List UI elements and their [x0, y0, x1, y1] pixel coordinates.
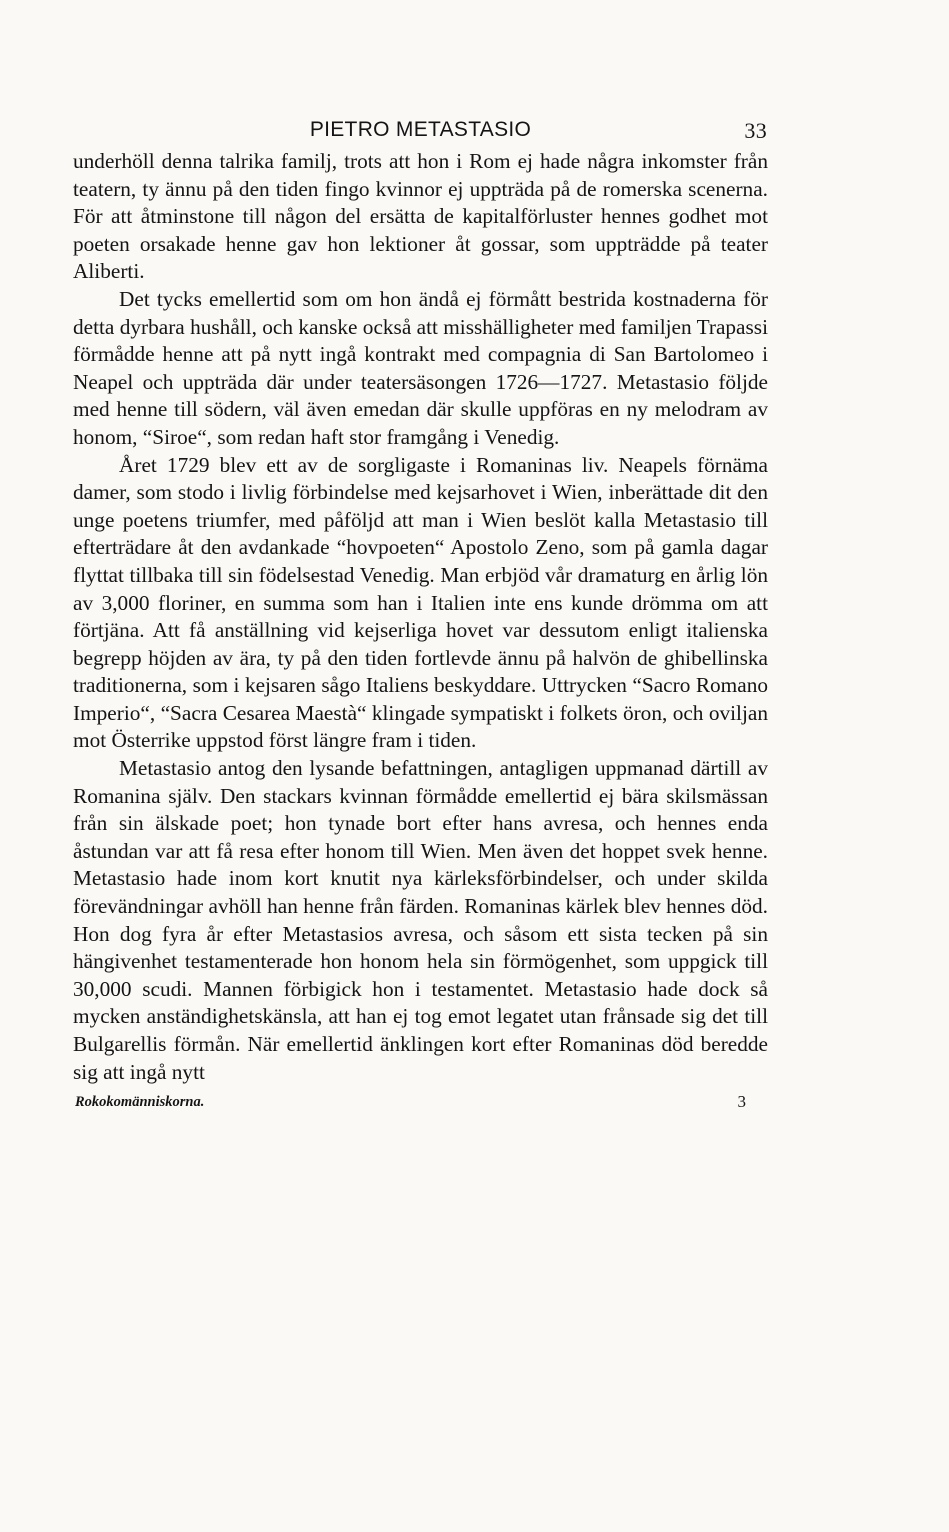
- page-number: 33: [744, 118, 767, 143]
- running-title: PIETRO METASTASIO: [309, 118, 532, 141]
- body-text: [73, 148, 768, 1086]
- paragraph-2: Det tycks emellertid som om hon ändå ej förmått bestrida kostnaderna för detta dyrbara hushåll, och kanske också att misshälligheter med familjen Trapassi förmådde henne att på nytt ingå kontrakt med compagnia di San Bartolomeo i Neapel och uppträda där under teatersäsongen 1726—1727. Metastasio följde med henne till södern, väl även emedan där skulle uppföras en ny melodram av honom, “Siroe“, som redan haft stor framgång i Venedig.: [73, 286, 768, 449]
- paragraph-4: Metastasio antog den lysande befattningen, antagligen uppmanad därtill av Romanina själv. Den stackars kvinnan förmådde emellertid ej bära skilsmässan från sin älskade poet; hon tynade bort efter hans avresa, och hennes enda åstundan var att få resa efter honom till Wien. Men även det hoppet svek henne. Metastasio hade inom kort knutit nya kärleksförbindelser, och under skilda förevändningar avhöll han henne från färden. Romaninas kärlek blev hennes död. Hon dog fyra år efter Metastasios avresa, och såsom ett sista tecken på sin hängivenhet testamenterade hon honom hela sin förmögenhet, som uppgick till 30,000 scudi. Mannen förbigick hon i testamentet. Metastasio hade dock så mycken anständighetskänsla, att han ej tog emot legatet utan frånsade sig det till Bulgarellis förmån. När emellertid änklingen kort efter Romaninas död beredde sig att ingå nytt: [73, 756, 768, 1084]
- paragraph-1: underhöll denna talrika familj, trots att hon i Rom ej hade några inkomster från teatern, ty ännu på den tiden fingo kvinnor ej uppträda på de romerska scenerna. För att åtminstone till någon del ersätta de kapitalförluster hennes godhet mot poeten orsakade henne gav hon lektioner åt gossar, som uppträdde på teater Aliberti.: [73, 149, 768, 284]
- signature-title: Rokokomänniskorna.: [75, 1094, 205, 1111]
- signature-mark: 3: [737, 1092, 746, 1112]
- paragraph-3: Året 1729 blev ett av de sorgligaste i Romaninas liv. Neapels förnäma damer, som stodo i livlig förbindelse med kejsarhovet i Wien, inberättade dit den unge poetens triumfer, med påföljd att man i Wien beslöt kalla Metastasio till efterträdare åt den avdankade “hovpoeten“ Apostolo Zeno, som på gamla dagar flyttat tillbaka till sin födelsestad Venedig. Man erbjöd vår dramaturg en årlig lön av 3,000 floriner, en summa som han i Italien inte ens kunde drömma om att förtjäna. Att få anställning vid kejserliga hovet var dessutom enligt italienska begrepp höjden av ära, ty på den tiden fortlevde ännu på halvön de ghibellinska traditionerna, som i kejsaren sågo Italiens beskyddare. Uttrycken “Sacro Romano Imperio“, “Sacra Cesarea Maestà“ klingade sympatiskt i folkets öron, och oviljan mot Österrike uppstod först längre fram i tiden.: [73, 452, 768, 753]
- book-page: [73, 114, 768, 1116]
- printer-signature-line: [73, 1092, 768, 1116]
- running-head: [73, 114, 768, 148]
